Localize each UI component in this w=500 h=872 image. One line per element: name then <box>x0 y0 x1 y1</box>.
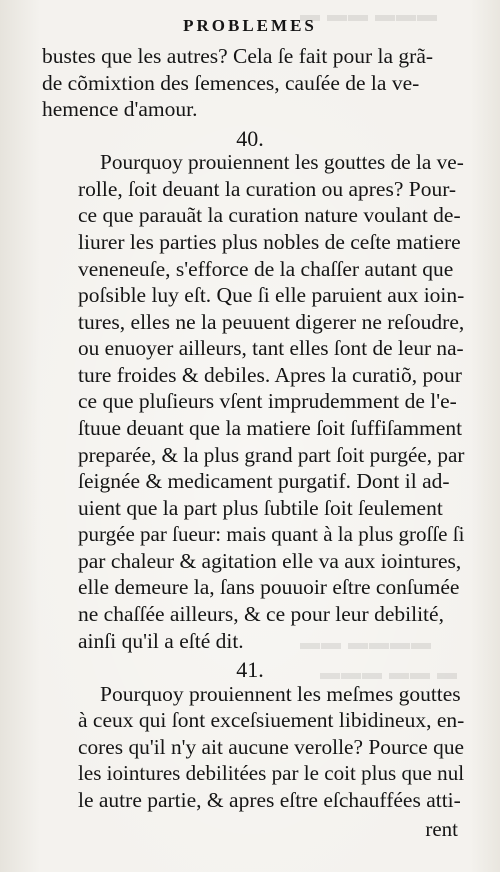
running-head: PROBLEMES <box>183 16 317 35</box>
text-line: Pourquoy prouiennent les meſmes gouttes <box>100 682 461 706</box>
text-line: les iointures debilitées par le coit plus que nul <box>78 761 465 785</box>
text-line: ce que pluſieurs vſent imprudemment de l'e- <box>78 389 457 413</box>
text-line: par chaleur & agitation elle va aux iointures, <box>78 549 462 573</box>
text-line: cores qu'il n'y ait aucune verolle? Pource que <box>78 735 465 759</box>
text-line: poſsible luy eſt. Que ſi elle paruient aux ioin- <box>78 283 465 307</box>
text-line: veneneuſe, s'efforce de la chaſſer autant que <box>78 257 454 281</box>
show-through-ink: ▬▬ ▬▬▬▬ <box>300 632 432 654</box>
text-line: rolle, ſoit deuant la curation ou apres? Pour- <box>78 177 457 201</box>
text-line: ainſi qu'il a eſté dit. <box>78 629 244 653</box>
text-line: preparée, & la plus grand part ſoit purgée, par <box>78 443 465 467</box>
text-line: le autre partie, & apres eſtre eſchauffées atti- <box>78 788 461 812</box>
text-line: ne chaſſée ailleurs, & ce pour leur debilité, <box>78 602 444 626</box>
text-line: hemence d'amour. <box>42 97 198 121</box>
text-line: Pourquoy prouiennent les gouttes de la ve- <box>100 150 464 174</box>
text-line: elle demeure la, ſans pouuoir eſtre conſumée <box>78 575 460 599</box>
text-line: à ceux qui ſont exceſsiuement libidineux, en- <box>78 708 465 732</box>
text-line: ture froides & debiles. Apres la curatiõ, pour <box>78 363 462 387</box>
text-line: ce que parauãt la curation nature voulant de- <box>78 203 461 227</box>
text-line: liurer les parties plus nobles de ceſte matiere <box>78 230 461 254</box>
show-through-ink: ▬▬▬ ▬▬ ▬ <box>320 662 458 684</box>
text-line: bustes que les autres? Cela ſe fait pour la grã- <box>42 44 434 68</box>
problem-number: 41. <box>236 657 264 682</box>
text-line: purgée par ſueur: mais quant à la plus groſſe ſi <box>78 522 465 546</box>
show-through-ink: ▬ ▬▬ ▬▬▬ <box>300 4 438 26</box>
text-line: uient que la part plus ſubtile ſoit ſeulement <box>78 496 443 520</box>
catchword: rent <box>425 817 458 841</box>
text-line: tures, elles ne la peuuent digerer ne reſoudre, <box>78 310 465 334</box>
problem-number: 40. <box>236 126 264 151</box>
text-line: ou enuoyer ailleurs, tant elles ſont de leur na- <box>78 336 464 360</box>
text-line: de cõmixtion des ſemences, cauſée de la ve- <box>42 71 420 95</box>
text-line: ſtuue deuant que la matiere ſoit ſuffiſamment <box>78 416 463 440</box>
text-line: ſeignée & medicament purgatif. Dont il ad- <box>78 469 450 493</box>
